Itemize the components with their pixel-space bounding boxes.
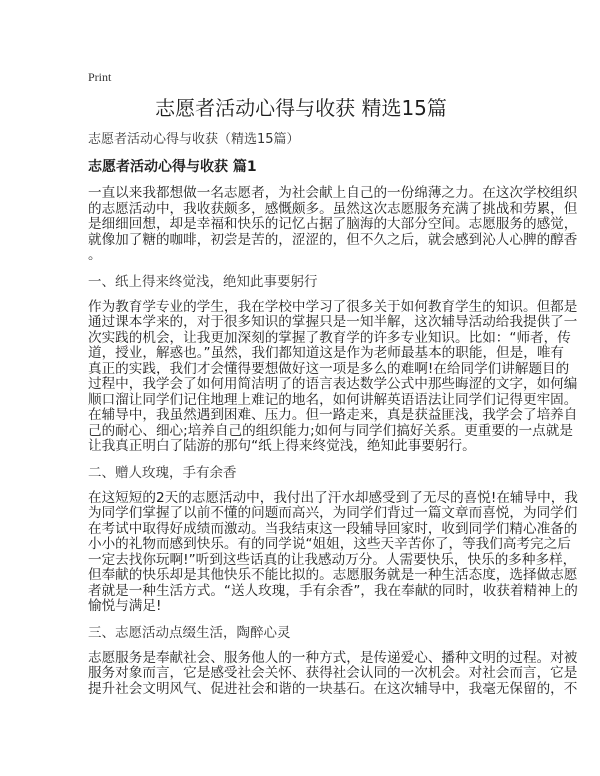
paragraph-line: 。 [88, 247, 102, 263]
paragraph-line: 道，授业，解惑也。”虽然，我们都知道这是作为老师最基本的职能，但是，唯有 [88, 345, 565, 361]
paragraph-line: 让我真正明白了陆游的那句“纸上得来终觉浅，绝知此事要躬行。 [88, 438, 476, 454]
paragraph-line: 在辅导中，我虽然遇到困难、压力。但一路走来，真是获益匪浅，我学会了培养自 [88, 407, 578, 423]
section-paragraph [88, 649, 578, 698]
section-heading: 一、纸上得来终觉浅，绝知此事要躬行 [88, 273, 318, 290]
paragraph-line: 作为教育学专业的学生，我在学校中学习了很多关于如何教育学生的知识。但都是 [88, 298, 578, 315]
paragraph-line: 者就是一种生活方式。“送人玫瑰，手有余香”，我在奉献的同时，收获着精神上的 [88, 582, 578, 599]
section-paragraph [88, 298, 578, 455]
section-heading: 三、志愿活动点缀生活，陶醉心灵 [88, 624, 291, 641]
paragraph-line: 小小的礼物而感到快乐。有的同学说“姐姐，这些天辛苦你了，等我们高考完之后 [88, 536, 571, 552]
intro-paragraph [88, 185, 578, 264]
page-title: 志愿者活动心得与收获 精选15篇 [155, 96, 447, 120]
paragraph-line: 愉悦与满足! [88, 598, 162, 614]
paragraph-line: 志愿服务是奉献社会、服务他人的一种方式，是传递爱心、播种文明的过程。对被 [88, 649, 578, 666]
subtitle: 志愿者活动心得与收获（精选15篇） [88, 132, 300, 147]
paragraph-line: 在考试中取得好成绩而激动。当我结束这一段辅导回家时，收到同学们精心准备的 [88, 520, 578, 537]
print-link[interactable]: Print [88, 70, 112, 84]
paragraph-line: 一定去找你玩啊!”听到这些话真的让我感动万分。人需要快乐，快乐的多种多样， [88, 551, 577, 568]
paragraph-line: 一直以来我都想做一名志愿者，为社会献上自己的一份绵薄之力。在这次学校组织 [88, 185, 578, 201]
paragraph-line: 顺口溜让同学们记住地理上难记的地名，如何讲解英语语法让同学们记得更牢固。 [88, 391, 578, 408]
sections [88, 273, 578, 698]
paragraph-line: 通过课本学来的，对于很多知识的掌握只是一知半解，这次辅导活动给我提供了一 [88, 314, 578, 330]
paragraph-line: 为同学们掌握了以前不懂的问题而高兴，为同学们背过一篇文章而喜悦，为同学们 [88, 505, 578, 521]
paragraph-line: 提升社会文明风气、促进社会和谐的一块基石。在这次辅导中，我毫无保留的，不 [88, 680, 578, 697]
section-heading: 二、赠人玫瑰，手有余香 [88, 464, 237, 481]
paragraph-line: 的志愿活动中，我收获颇多，感慨颇多。虽然这次志愿服务充满了挑战和劳累，但 [88, 200, 578, 217]
section-paragraph [88, 489, 578, 615]
paragraph-line: 就像加了糖的咖啡，初尝是苦的，涩涩的，但不久之后，就会感到沁人心脾的醇香 [88, 231, 578, 248]
paragraph-line: 次实践的机会，让我更加深刻的掌握了教育学的许多专业知识。比如：“师者，传 [88, 329, 571, 346]
article-heading: 志愿者活动心得与收获 篇1 [88, 159, 257, 175]
paragraph-line: 真正的实践，我们才会懂得要想做好这一项是多么的难啊!在给同学们讲解题目的 [88, 360, 570, 377]
paragraph-line: 在这短短的2天的志愿活动中，我付出了汗水却感受到了无尽的喜悦!在辅导中，我 [88, 489, 578, 506]
document-body [88, 131, 578, 697]
paragraph-line: 服务对象而言，它是感受社会关怀、获得社会认同的一次机会。对社会而言，它是 [88, 665, 578, 681]
paragraph-line: 是细细回想，却是幸福和快乐的记忆占据了脑海的大部分空间。志愿服务的感觉， [88, 216, 578, 232]
paragraph-line: 但奉献的快乐却是其他快乐不能比拟的。志愿服务就是一种生活态度，选择做志愿 [88, 567, 578, 583]
paragraph-line: 己的耐心、细心;培养自己的组织能力;如何与同学们搞好关系。更重要的一点就是 [88, 422, 573, 439]
paragraph-line: 过程中，我学会了如何用简洁明了的语言表达数学公式中那些晦涩的文字，如何编 [88, 376, 578, 392]
